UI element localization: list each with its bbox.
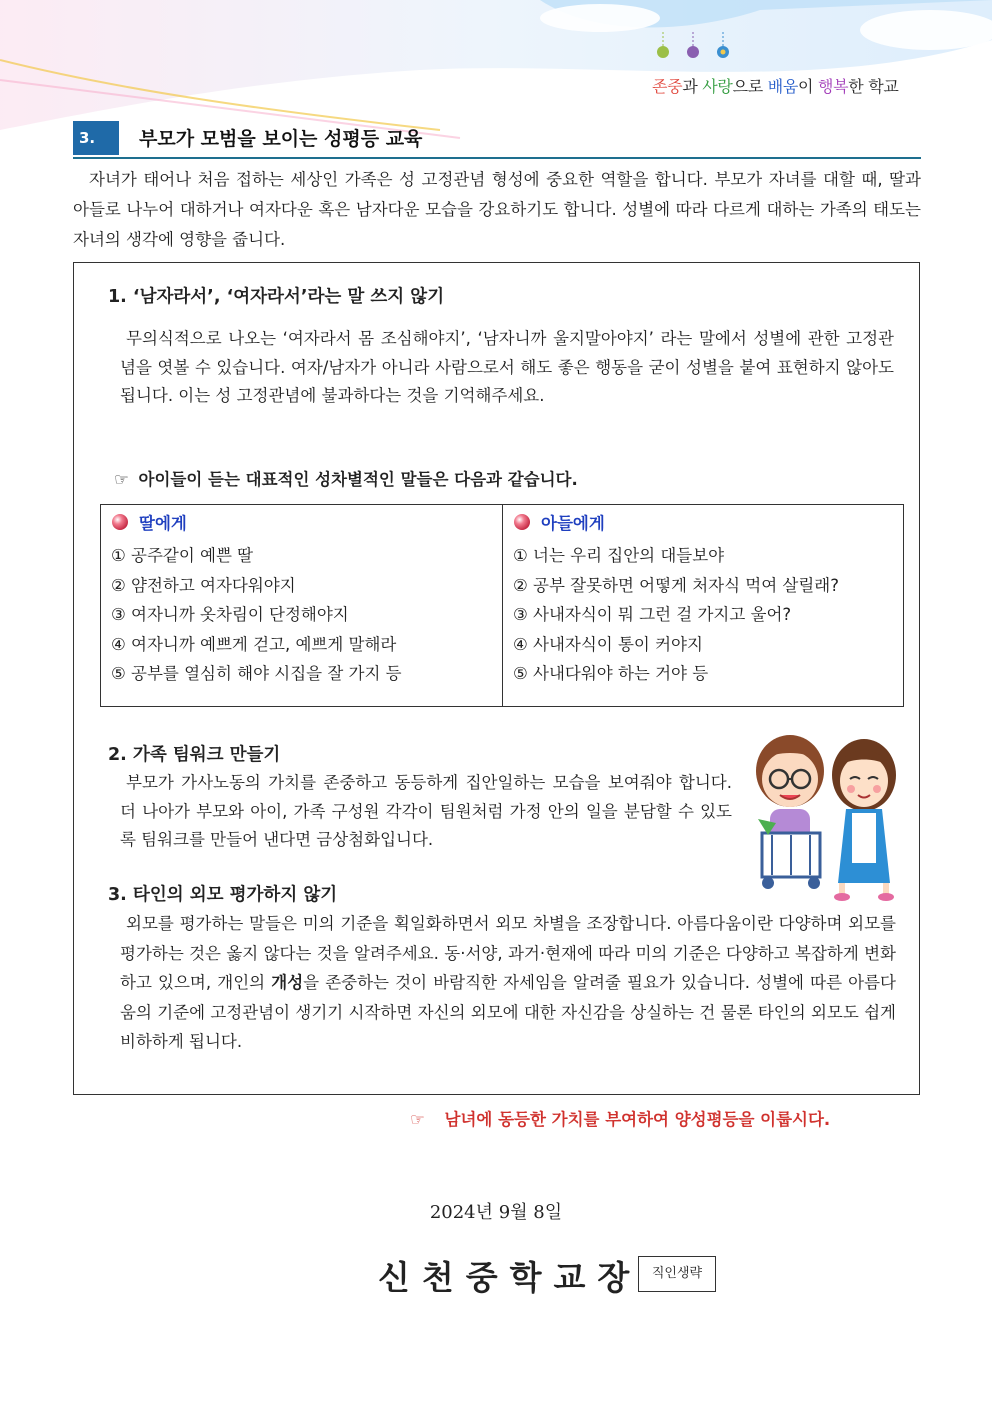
- part1-pointer: [114, 466, 578, 490]
- list-item: ④ 여자니까 예쁘게 걷고, 예쁘게 말해라: [111, 634, 397, 654]
- signer-name: 신천중학교장: [378, 1258, 642, 1297]
- list-item: ① 공주같이 예쁜 딸: [111, 546, 254, 565]
- section-title: 부모가 모범을 보이는 성평등 교육: [139, 128, 423, 150]
- family-illustration: [742, 723, 910, 903]
- motto-segment: 과: [682, 77, 703, 96]
- list-item: ③ 여자니까 옷차림이 단정해야지: [111, 605, 349, 624]
- document-date: 2024년 9월 8일: [429, 1202, 563, 1223]
- pointer-text: 아이들이 듣는 대표적인 성차별적인 말들은 다음과 같습니다.: [138, 470, 578, 489]
- closing-message: [410, 1106, 830, 1130]
- motto-segment: 존중: [652, 77, 683, 96]
- part3-body: [120, 909, 896, 1057]
- content-box: [73, 262, 920, 1095]
- part2-body: 부모가 가사노동의 가치를 존중하고 동등하게 집안일하는 모습을 보여줘야 합니다. 더 나아가 부모와 아이, 가족 구성원 각각이 팀원처럼 가정 안의 일을 분담할 수 있도록 팀워크를 만들어 낸다면 금상첨화입니다.: [120, 773, 732, 849]
- list-item: ② 공부 잘못하면 어떻게 처자식 먹여 살릴래?: [513, 575, 839, 595]
- part1-body: 무의식적으로 나오는 ‘여자라서 몸 조심해야지’, ‘남자니까 울지말아야지’ 라는 말에서 성별에 관한 고정관념을 엿볼 수 있습니다. 여자/남자가 아니라 사람으로서 해도 좋은 행동을 굳이 성별을 붙여 표현하지 않아도 됩니다. 이는 성 고정관념에 불과하다는 것을 기억해주세요.: [120, 329, 894, 405]
- list-item: ② 얌전하고 여자다워야지: [111, 575, 296, 595]
- motto-segment: 한 학교: [848, 77, 899, 96]
- daughter-title: 딸에게: [139, 514, 187, 533]
- part3-body-before: 외모를 평가하는 말들은 미의 기준을 획일화하면서 외모 차별을 조장합니다. 아름다움이란 다양하며 외모를 평가하는 것은 옳지 않다는 것을 알려주세요. 동·서양, 과거·현재에 따라 미의 기준은 다양하고 복잡하게 변화하고 있으며, 개인의: [120, 914, 896, 992]
- list-item: ⑤ 공부를 열심히 해야 시집을 잘 가지 등: [111, 664, 402, 683]
- son-column: [502, 505, 903, 706]
- school-motto: [652, 74, 899, 97]
- section-number: 3.: [73, 121, 119, 155]
- motto-segment: 이: [798, 77, 818, 96]
- pointing-hand-icon: ☞: [114, 470, 129, 489]
- part3-heading: 3. 타인의 외모 평가하지 않기: [108, 885, 338, 905]
- motto-segment: 행복: [817, 77, 849, 96]
- pink-ball-icon: [513, 513, 531, 531]
- seal-box: 직인생략: [638, 1256, 716, 1292]
- list-item: ④ 사내자식이 통이 커야지: [513, 634, 703, 654]
- pointing-hand-icon: ☞: [410, 1110, 425, 1129]
- list-item: ⑤ 사내다워야 하는 거야 등: [513, 664, 709, 683]
- daughter-column: [101, 505, 502, 706]
- section-intro: 자녀가 태어나 처음 접하는 세상인 가족은 성 고정관념 형성에 중요한 역할을 합니다. 부모가 자녀를 대할 때, 딸과 아들로 나누어 대하거나 여자다운 혹은 남자다운 모습을 강요하기도 합니다. 성별에 따라 다르게 대하는 가족의 태도는 자녀의 생각에 영향을 줍니다.: [73, 170, 921, 249]
- motto-segment: 사랑: [702, 77, 733, 96]
- decor-dots: [650, 30, 740, 70]
- closing-text: 남녀에 동등한 가치를 부여하여 양성평등을 이룹시다.: [444, 1110, 831, 1129]
- section-header: [73, 121, 921, 159]
- part3-body-after: 을 존중하는 것이 바람직한 자세임을 알려줄 필요가 있습니다. 성별에 따른 아름다움의 기준에 고정관념이 생기기 시작하면 자신의 외모에 대한 자신감을 상실하는 건 물론 타인의 외모도 쉽게 비하하게 됩니다.: [120, 973, 896, 1051]
- part3-body-bold: 개성: [271, 973, 304, 992]
- motto-segment: 배움: [767, 77, 798, 96]
- part1-heading: 1. ‘남자라서’, ‘여자라서’라는 말 쓰지 않기: [108, 287, 445, 307]
- list-item: ③ 사내자식이 뭐 그런 걸 가지고 울어?: [513, 605, 792, 624]
- part2-heading: 2. 가족 팀워크 만들기: [108, 745, 281, 765]
- motto-segment: 으로: [732, 77, 768, 96]
- sexist-phrases-table: [100, 504, 904, 707]
- son-title: 아들에게: [541, 514, 605, 533]
- pink-ball-icon: [111, 513, 129, 531]
- list-item: ① 너는 우리 집안의 대들보야: [513, 546, 725, 565]
